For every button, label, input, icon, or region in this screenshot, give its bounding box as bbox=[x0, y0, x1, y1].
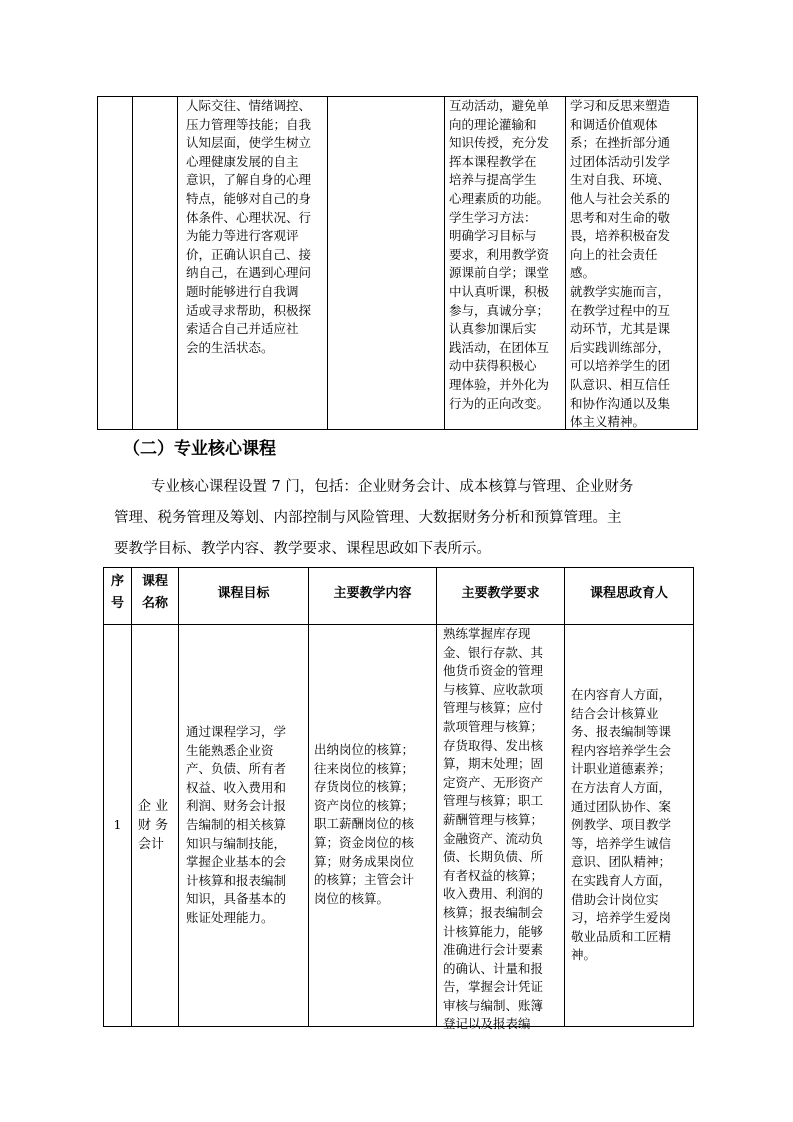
top-table-border bbox=[177, 96, 178, 430]
row-course-name: 企 业 财 务 会计 bbox=[138, 799, 169, 852]
core-table-border bbox=[103, 624, 694, 625]
top-table-border bbox=[565, 96, 566, 430]
top-table-border bbox=[327, 96, 328, 430]
top-table-border bbox=[444, 96, 445, 430]
top-table-border bbox=[132, 96, 133, 430]
section-paragraph: 专业核心课程设置 7 门，包括：企业财务会计、成本核算与管理、企业财务 管理、税务管理及筹划、内部控制与风险管理、大数据财务分析和预算管理。主 要教学目标、教学内容、教学要求、课程思政如下表所示。 bbox=[114, 479, 634, 557]
core-table-border bbox=[436, 567, 437, 1027]
core-table-border bbox=[564, 567, 565, 1027]
header-ideology: 课程思政育人 bbox=[589, 586, 668, 601]
row-ideology: 在内容育人方面， 结合会计核算业 务、报表编制等课 程内容培养学生会 计职业道德素养； 在方法育人方面， 通过团队协作、案 例教学、项目教学 等，培养学生诚信 意识、团队精神； 在实践育人方面， 借助会计岗位实 习，培养学生爱岗 敬业品质和工匠精 神。 bbox=[571, 687, 672, 963]
core-table-border bbox=[308, 567, 309, 1027]
row-main-content: 出纳岗位的核算； 往来岗位的核算； 存货岗位的核算； 资产岗位的核算； 职工薪酬岗位的核 算；资金岗位的核 算；财务成果岗位 的核算；主管会计 岗位的核算。 bbox=[314, 742, 415, 906]
header-main-content: 主要教学内容 bbox=[333, 586, 412, 601]
core-table-border bbox=[103, 567, 694, 568]
top-table-border bbox=[97, 96, 98, 430]
top-table-goal-cell: 人际交往、情绪调控、 压力管理等技能；自我 认知层面，使学生树立 心理健康发展的自主 意识，了解自身的心理 特点，能够对自己的身 体条件、心理状况、行 为能力等进行客观评 价，正确认识自己、接 纳自己，在遇到心理问 题时能够进行自我调 适或寻求帮助，积极探 索适合自己并适应社 会的生活状态。 bbox=[186, 98, 312, 355]
section-heading: （二）专业核心课程 bbox=[123, 439, 276, 459]
header-no: 序 号 bbox=[110, 574, 124, 611]
row-main-requirements: 熟练掌握库存现 金、银行存款、其 他货币资金的管理 与核算、应收款项 管理与核算；应付 款项管理与核算； 存货取得、发出核 算，期末处理；固 定资产、无形资产 管理与核算；职工 薪酬管理与核算； 金融资产、流动负 债、长期负债、所 有者权益的核算； 收入费用、利润的 核算；报表编制会 计核算能力，能够 准确进行会计要素 的确认、计量和报 告，掌握会计凭证 审核与编制、账簿 登记以及报表编 bbox=[443, 626, 544, 1032]
row-number: 1 bbox=[113, 817, 122, 832]
header-main-requirements: 主要教学要求 bbox=[461, 586, 540, 601]
core-table-border bbox=[131, 567, 132, 1027]
header-course-goal: 课程目标 bbox=[217, 586, 270, 601]
row-course-goal: 通过课程学习，学 生能熟悉企业资 产、负债、所有者 权益、收入费用和 利润、财务会计报 告编制的相关核算 知识与编制技能， 掌握企业基本的会 计核算和报表编制 知识，具备基本的 账证处理能力。 bbox=[186, 724, 287, 925]
core-table-border bbox=[103, 567, 104, 1027]
core-table-border bbox=[693, 567, 694, 1027]
top-table-border bbox=[697, 96, 698, 430]
top-table-requirements-cell: 互动活动，避免单 向的理论灌输和 知识传授，充分发 挥本课程教学在 培养与提高学生 心理素质的功能。 学生学习方法： 明确学习目标与 要求，利用教学资 源课前自学；课堂 中认真听课，积极 参与，真诚分享； 认真参加课后实 践活动，在团体互 动中获得积极心 理体验，并外化为 行为的正向改变。 bbox=[449, 98, 550, 411]
core-table-border bbox=[178, 567, 179, 1027]
top-table-ideology-cell: 学习和反思来塑造 和调适价值观体 系；在挫折部分通 过团体活动引发学 生对自我、环境、 他人与社会关系的 思考和对生命的敬 畏，培养积极奋发 向上的社会责任 感。 就教学实施而言， 在教学过程中的互 动环节，尤其是课 后实践训练部分， 可以培养学生的团 队意识、相互信任 和协作沟通以及集 体主义精神。 bbox=[570, 98, 671, 430]
header-course-name: 课程 名称 bbox=[141, 574, 168, 611]
core-table-border bbox=[103, 1026, 694, 1027]
